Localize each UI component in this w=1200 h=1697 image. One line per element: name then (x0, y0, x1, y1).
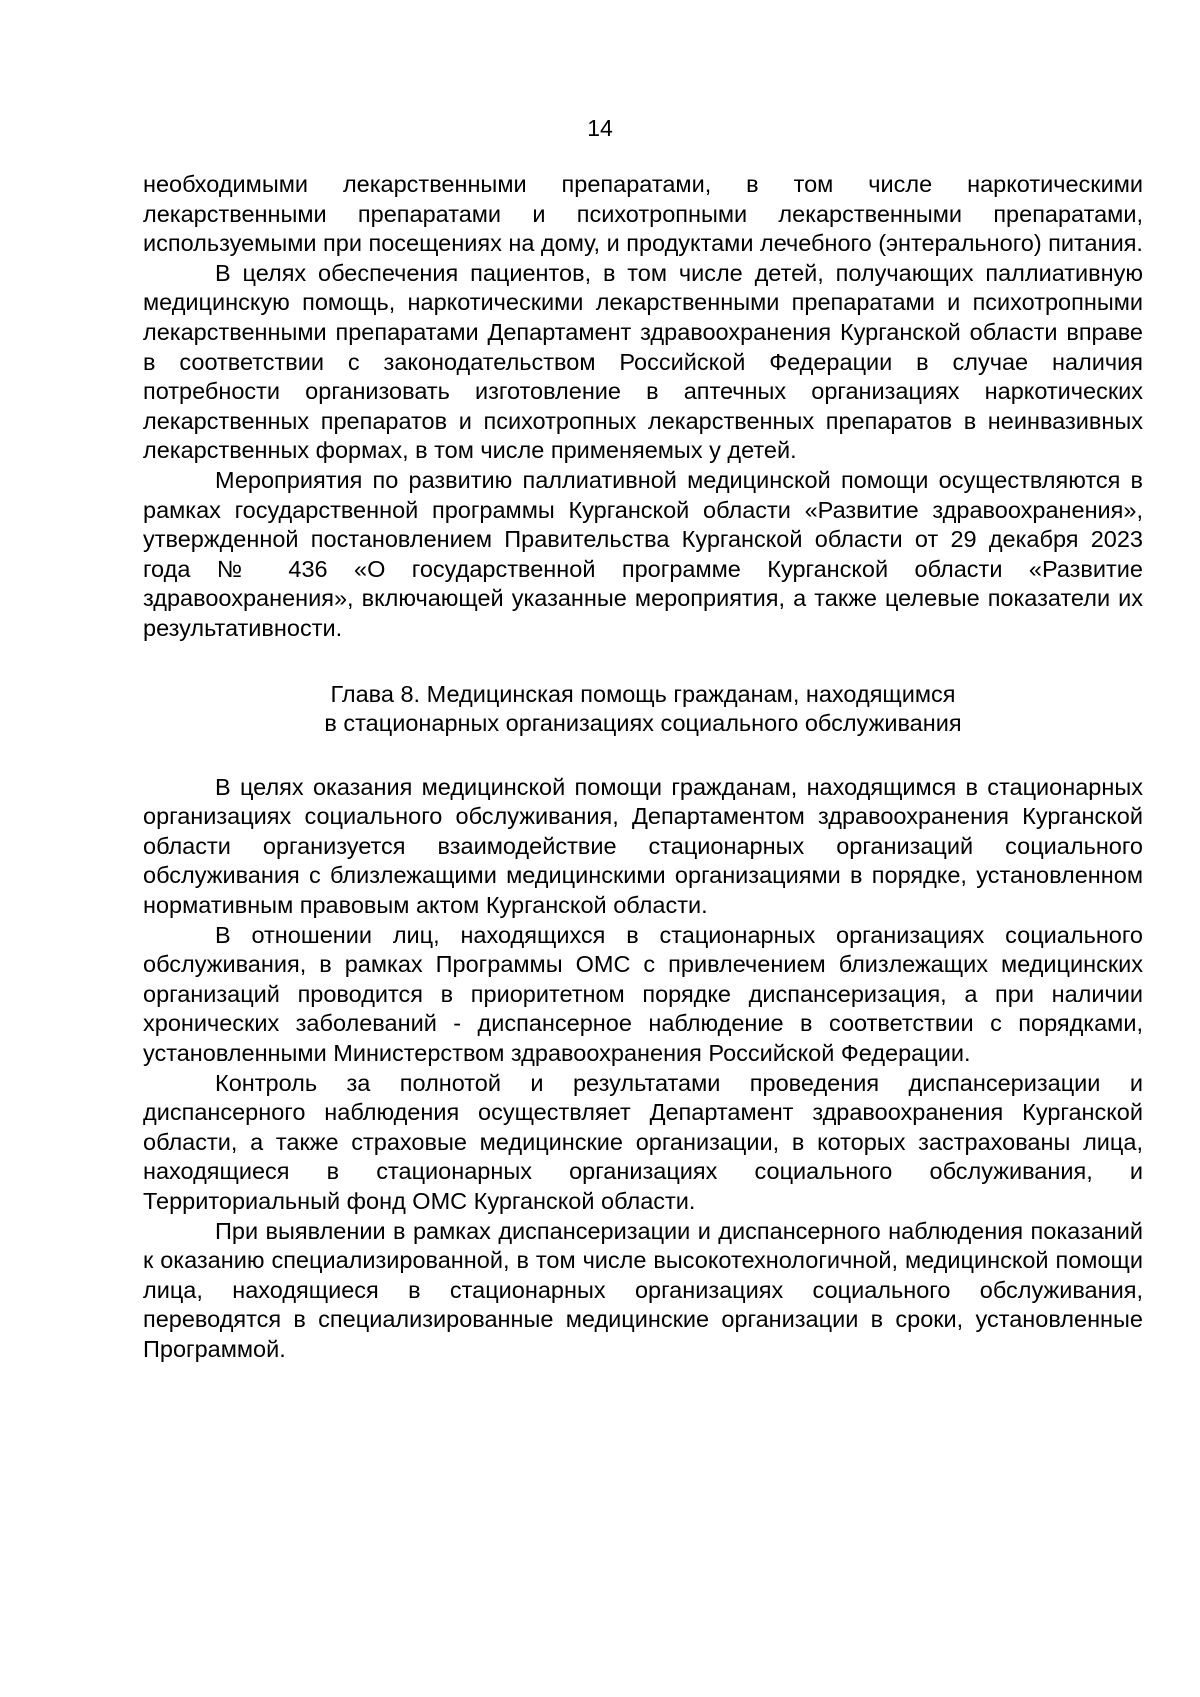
paragraph-palliative-program: Мероприятия по развитию паллиативной медицинской помощи осуществляются в рамках государственной программы Курганской области «Развитие здравоохранения», утвержденной постановлением Правительства Курганской области от 29 декабря 2023 года № 436 «О государственной программе Курганской области «Развитие здравоохранения», включающей указанные мероприятия, а также целевые показатели их результативности. (143, 466, 1143, 641)
chapter-heading (143, 680, 1143, 739)
paragraph-continuation: необходимыми лекарственными препаратами, в том числе наркотическими лекарственными препаратами и психотропными лекарственными препаратами, используемыми при посещениях на дому, и продуктами лечебного (энтерального) питания. (143, 171, 1143, 257)
paragraph-narcotic-drugs-provision: В целях обеспечения пациентов, в том числе детей, получающих паллиативную медицинскую помощь, наркотическими лекарственными препаратами и психотропными лекарственными препаратами Департамент здравоохранения Курганской области вправе в соответствии с законодательством Российской Федерации в случае наличия потребности организовать изготовление в аптечных организациях наркотических лекарственных препаратов и психотропных лекарственных препаратов в неинвазивных лекарственных формах, в том числе применяемых у детей. (143, 259, 1143, 464)
chapter-title-line-1: Глава 8. Медицинская помощь гражданам, находящимся (330, 680, 956, 707)
paragraph-control: Контроль за полнотой и результатами проведения диспансеризации и диспансерного наблюдения осуществляет Департамент здравоохранения Курганской области, а также страховые медицинские организации, в которых застрахованы лица, находящиеся в стационарных организациях социального обслуживания, и Территориальный фонд ОМС Курганской области. (143, 1069, 1143, 1214)
paragraph-specialized-transfer: При выявлении в рамках диспансеризации и диспансерного наблюдения показаний к оказанию специализированной, в том числе высокотехнологичной, медицинской помощи лица, находящиеся в стационарных организациях социального обслуживания, переводятся в специализированные медицинские организации в сроки, установленные Программой. (143, 1217, 1143, 1362)
chapter-title-line-2: в стационарных организациях социального обслуживания (324, 710, 962, 737)
document-body (143, 170, 1143, 1365)
page-number: 14 (587, 115, 613, 141)
paragraph-social-care-interaction: В целях оказания медицинской помощи гражданам, находящимся в стационарных организациях социального обслуживания, Департаментом здравоохранения Курганской области организуется взаимодействие стационарных организаций социального обслуживания с близлежащими медицинскими организациями в порядке, установленном нормативным правовым актом Курганской области. (143, 773, 1143, 919)
paragraph-dispensary-examination: В отношении лиц, находящихся в стационарных организациях социального обслуживания, в рамках Программы ОМС с привлечением близлежащих медицинских организаций проводится в приоритетном порядке диспансеризация, а при наличии хронических заболеваний - диспансерное наблюдение в соответствии с порядками, установленными Министерством здравоохранения Российской Федерации. (143, 921, 1143, 1067)
